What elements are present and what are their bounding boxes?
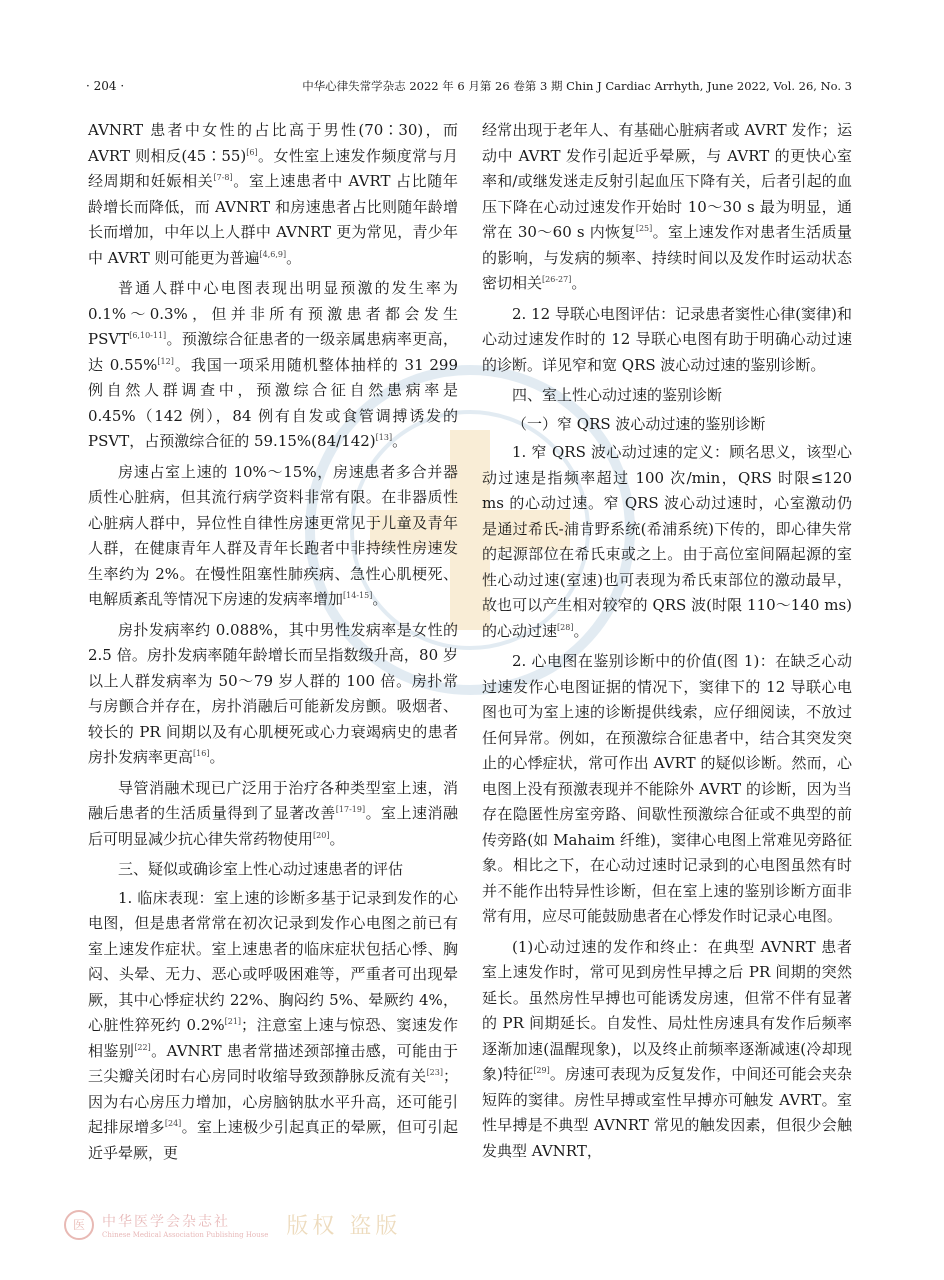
paragraph: 1. 窄 QRS 波心动过速的定义：顾名思义，该型心动过速是指频率超过 100 次/min，QRS 时限≤120 ms 的心动过速。窄 QRS 波心动过速时，心室激动仍是通过希氏-浦肯野系统(希浦系统)下传的，即心律失常的起源部位在希氏束或之上。由于高位室间隔起源的室性心动过速(室速)也可表现为希氏束部位的激动最早，故也可以产生相对较窄的 QRS 波(时限 110～140 ms)的心动过速[28]。 <box>482 443 852 640</box>
paragraph: 普通人群中心电图表现出明显预激的发生率为 0.1%～0.3%，但并非所有预激患者都会发生 PSVT[6,10-11]。预激综合征患者的一级亲属患病率更高，达 0.55%[12]。我国一项采用随机整体抽样的 31 299 例自然人群调查中，预激综合征自然患病率是 0.45%（142 例），84 例有自发或食管调搏诱发的 PSVT，占预激综合征的 59.15%(84/142)[13]。 <box>88 279 459 450</box>
paragraph: 导管消融术现已广泛用于治疗各种类型室上速，消融后患者的生活质量得到了显著改善[17-19]。室上速消融后可明显减少抗心律失常药物使用[20]。 <box>88 778 458 848</box>
section-heading: 三、疑似或确诊室上性心动过速患者的评估 <box>118 860 404 878</box>
subsection-heading: （一）窄 QRS 波心动过速的鉴别诊断 <box>512 414 766 433</box>
publisher-name-en: Chinese Medical Association Publishing House <box>102 1230 269 1239</box>
paragraph: (1)心动过速的发作和终止：在典型 AVNRT 患者室上速发作时，常可见到房性早搏之后 PR 间期的突然延长。虽然房性早搏也可能诱发房速，但常不伴有显著的 PR 间期延长。自发性、局灶性房速具有发作后频率逐渐加速(温醒现象)，以及终止前频率逐渐减速(冷却现象)特征[29]。房速可表现为反复发作，中间还可能会夹杂短阵的窦律。房性早搏或室性早搏亦可触发 AVRT。室性早搏是不典型 AVNRT 常见的触发因素，但很少会触发典型 AVNRT， <box>482 937 852 1160</box>
publisher-watermark <box>64 1209 401 1240</box>
copyright-marks: 版权 盗版 <box>286 1214 402 1239</box>
paragraph: 2. 12 导联心电图评估：记录患者窦性心律(窦律)和心动过速发作时的 12 导联心电图有助于明确心动过速的诊断。详见窄和宽 QRS 波心动过速的鉴别诊断。 <box>482 304 852 374</box>
paragraph: 房扑发病率约 0.088%，其中男性发病率是女性的 2.5 倍。房扑发病率随年龄增长而呈指数级升高，80 岁以上人群发病率为 50～79 岁人群的 100 倍。房扑常与房颤合并存在，房扑消融后可能新发房颤。吸烟者、较长的 PR 间期以及有心肌梗死或心力衰竭病史的患者房扑发病率更高[16]。 <box>88 620 458 766</box>
paragraph: 2. 心电图在鉴别诊断中的价值(图 1)：在缺乏心动过速发作心电图证据的情况下，窦律下的 12 导联心电图也可为室上速的诊断提供线索，应仔细阅读，不放过任何异常。例如，在预激综合征患者中，结合其突发突止的心悸症状，常可作出 AVRT 的疑似诊断。然而，心电图上没有预激表现并不能除外 AVRT 的诊断，因为当存在隐匿性房室旁路、间歇性预激综合征或不典型的前传旁路(如 Mahaim 纤维)，窦律心电图上常难见旁路征象。相比之下，在心动过速时记录到的心电图虽然有时并不能作出特异性诊断，但在室上速的鉴别诊断方面非常有用，应尽可能鼓励患者在心悸发作时记录心电图。 <box>482 652 852 925</box>
paragraph: 经常出现于老年人、有基础心脏病者或 AVRT 发作；运动中 AVRT 发作引起近乎晕厥，与 AVRT 的更快心室率和/或继发迷走反射引起血压下降有关，后者引起的血压下降在心动过速发作开始时 10～30 s 最为明显，通常在 30～60 s 内恢复[25]。室上速发作对患者生活质量的影响，与发病的频率、持续时间以及发作时运动状态密切相关[26-27]。 <box>482 121 852 292</box>
section-heading: 四、室上性心动过速的鉴别诊断 <box>512 386 723 404</box>
paragraph: AVNRT 患者中女性的占比高于男性(70∶30)，而 AVRT 则相反(45∶55)[6]。女性室上速发作频度常与月经周期和妊娠相关[7-8]。室上速患者中 AVRT 占比随年龄增长而降低，而 AVNRT 和房速患者占比则随年龄增长而增加，中年以上人群中 AVNRT 更为常见，青少年中 AVRT 则可能更为普遍[4,6,9]。 <box>88 121 458 267</box>
left-column <box>88 118 458 1171</box>
publisher-seal-icon: 医 <box>64 1210 94 1240</box>
journal-citation: 中华心律失常学杂志 2022 年 6 月第 26 卷第 3 期 Chin J Cardiac Arrhyth, June 2022, Vol. 26, No. 3 <box>302 79 852 93</box>
page-number: · 204 · <box>86 79 125 93</box>
right-column <box>482 118 852 1169</box>
publisher-name-cn: 中华医学会杂志社 <box>102 1213 230 1230</box>
paragraph: 1. 临床表现：室上速的诊断多基于记录到发作的心电图，但是患者常常在初次记录到发作心电图之前已有室上速发作症状。室上速患者的临床症状包括心悸、胸闷、头晕、无力、恶心或呼吸困难等，严重者可出现晕厥，其中心悸症状约 22%、胸闷约 5%、晕厥约 4%，心脏性猝死约 0.2%[21]；注意室上速与惊恐、窦速发作相鉴别[22]。AVNRT 患者常描述颈部撞击感，可能由于三尖瓣关闭时右心房同时收缩导致颈静脉反流有关[23]；因为右心房压力增加，心房脑钠肽水平升高，还可能引起排尿增多[24]。室上速极少引起真正的晕厥，但可引起近乎晕厥，更 <box>88 888 458 1162</box>
paragraph: 房速占室上速的 10%～15%，房速患者多合并器质性心脏病，但其流行病学资料非常有限。在非器质性心脏病人群中，异位性自律性房速更常见于儿童及青年人群，在健康青年人群及青年长跑者中非持续性房速发生率约为 2%。在慢性阻塞性肺疾病、急性心肌梗死、电解质紊乱等情况下房速的发病率增加[14-15]。 <box>88 462 458 608</box>
